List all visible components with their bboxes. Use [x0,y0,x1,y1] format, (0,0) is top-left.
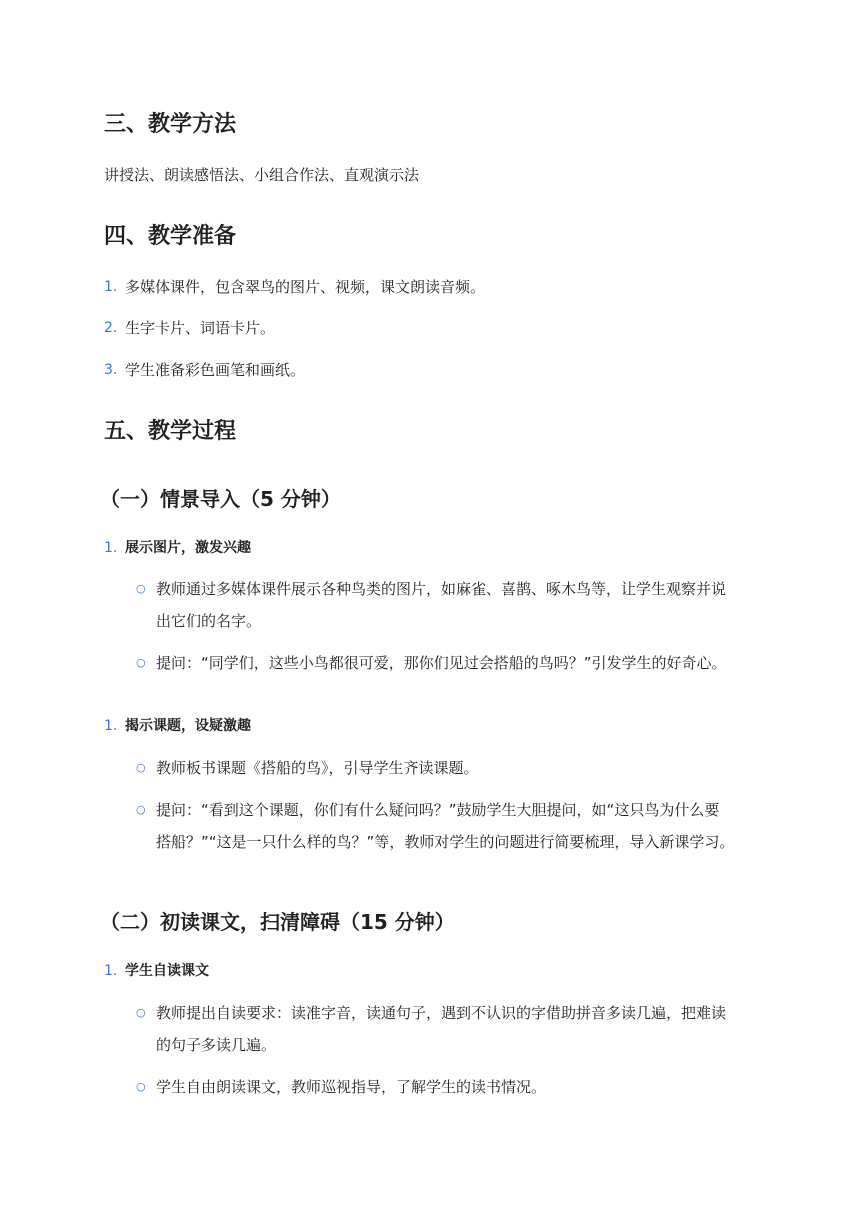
step-number: 1. [104,963,118,979]
bullet-item [156,997,766,1061]
subsection-title-first-reading: （二）初读课文，扫清障碍（15 分钟） [100,910,455,934]
bullet-line: 教师通过多媒体课件展示各种鸟类的图片，如麻雀、喜鹊、啄木鸟等，让学生观察并说 [156,580,727,598]
bullet-icon: ○ [136,761,146,774]
bullet-item [156,752,766,784]
bullet-line: 提问：“同学们，这些小鸟都很可爱，那你们见过会搭船的鸟吗？”引发学生的好奇心。 [156,654,727,672]
step-number: 1. [104,540,118,556]
bullet-icon: ○ [136,656,146,669]
bullet-icon: ○ [136,1080,146,1093]
step-number: 1. [104,718,118,734]
step-title: 展示图片，激发兴趣 [125,540,251,556]
bullet-line: 搭船？”“这是一只什么样的鸟？”等，教师对学生的问题进行简要梳理，导入新课学习。 [156,833,735,851]
list-number: 2. [104,320,118,336]
bullet-line: 教师提出自读要求：读准字音，读通句子，遇到不认识的字借助拼音多读几遍，把难读 [156,1004,727,1022]
bullet-icon: ○ [136,582,146,595]
bullet-item [156,573,766,637]
bullet-line: 学生自由朗读课文，教师巡视指导，了解学生的读书情况。 [156,1078,547,1096]
subsection-title-intro: （一）情景导入（5 分钟） [100,487,341,511]
list-item: 学生准备彩色画笔和画纸。 [125,361,306,379]
bullet-line: 提问：“看到这个课题，你们有什么疑问吗？”鼓励学生大胆提问，如“这只鸟为什么要 [156,801,720,819]
methods-text: 讲授法、朗读感悟法、小组合作法、直观演示法 [104,166,420,184]
list-item: 生字卡片、词语卡片。 [125,319,276,337]
section-title-preparation: 四、教学准备 [104,224,237,249]
step-title: 学生自读课文 [125,963,209,979]
step-title: 揭示课题，设疑激趣 [125,718,251,734]
bullet-line: 出它们的名字。 [156,612,262,630]
bullet-item [156,794,766,858]
bullet-icon: ○ [136,803,146,816]
list-item: 多媒体课件，包含翠鸟的图片、视频，课文朗读音频。 [125,278,486,296]
section-title-methods: 三、教学方法 [104,112,237,137]
bullet-line: 教师板书课题《搭船的鸟》，引导学生齐读课题。 [156,759,479,777]
bullet-item [156,1071,766,1103]
list-number: 3. [104,362,118,378]
bullet-item [156,647,766,679]
bullet-icon: ○ [136,1006,146,1019]
section-title-process: 五、教学过程 [104,419,237,444]
bullet-line: 的句子多读几遍。 [156,1036,277,1054]
list-number: 1. [104,279,118,295]
